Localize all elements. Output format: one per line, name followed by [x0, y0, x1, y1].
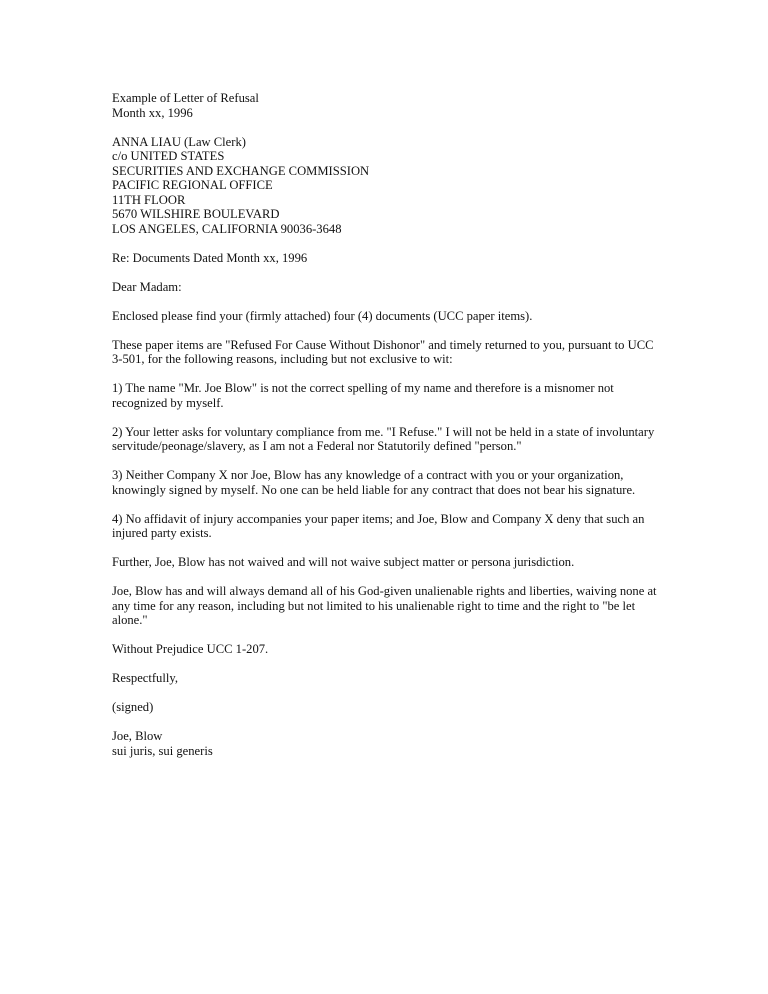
signature-status: sui juris, sui generis — [112, 743, 213, 758]
recipient-line: 5670 WILSHIRE BOULEVARD — [112, 207, 280, 221]
letter-date: Month xx, 1996 — [112, 105, 193, 120]
body-paragraph: 2) Your letter asks for voluntary compliance from me. "I Refuse." I will not be held in a state of involuntary servitude/peonage/slavery, as I am not a Federal nor Statutorily defined "person." — [112, 424, 655, 453]
recipient-address — [112, 135, 660, 237]
recipient-line: c/o UNITED STATES — [112, 149, 225, 163]
recipient-line: LOS ANGELES, CALIFORNIA 90036-3648 — [112, 221, 342, 236]
body-paragraph: These paper items are "Refused For Cause Without Dishonor" and timely returned to you, pursuant to UCC 3-501, for the following reasons, including but not exclusive to wit: — [112, 337, 654, 366]
recipient-line: 11TH FLOOR — [112, 192, 186, 207]
salutation: Dear Madam: — [112, 279, 182, 294]
signed-note: (signed) — [112, 700, 154, 714]
signature-name: Joe, Blow — [112, 729, 163, 743]
body-paragraph: Enclosed please find your (firmly attached) four (4) documents (UCC paper items). — [112, 308, 533, 323]
recipient-line: SECURITIES AND EXCHANGE COMMISSION — [112, 163, 370, 178]
body-paragraph: Joe, Blow has and will always demand all of his God-given unalienable rights and liberties, waiving none at any time for any reason, including but not limited to his unalienable right to time and the right to "be let alone." — [112, 584, 657, 627]
recipient-line: PACIFIC REGIONAL OFFICE — [112, 178, 273, 192]
letter-header — [112, 91, 660, 120]
body-paragraph: 3) Neither Company X nor Joe, Blow has any knowledge of a contract with you or your organization, knowingly signed by myself. No one can be held liable for any contract that does not bear his signature. — [112, 468, 636, 497]
body-paragraph: 4) No affidavit of injury accompanies your paper items; and Joe, Blow and Company X deny that such an injured party exists. — [112, 511, 645, 540]
re-line: Re: Documents Dated Month xx, 1996 — [112, 250, 308, 265]
body-paragraph: Further, Joe, Blow has not waived and will not waive subject matter or persona jurisdiction. — [112, 555, 575, 569]
body-paragraph: 1) The name "Mr. Joe Blow" is not the correct spelling of my name and therefore is a misnomer not recognized by myself. — [112, 381, 614, 410]
closing: Respectfully, — [112, 671, 178, 685]
signature-block — [112, 729, 660, 758]
letter-content — [112, 91, 660, 758]
letter-title: Example of Letter of Refusal — [112, 91, 259, 105]
recipient-name: ANNA LIAU (Law Clerk) — [112, 134, 246, 149]
body-paragraph: Without Prejudice UCC 1-207. — [112, 642, 269, 656]
